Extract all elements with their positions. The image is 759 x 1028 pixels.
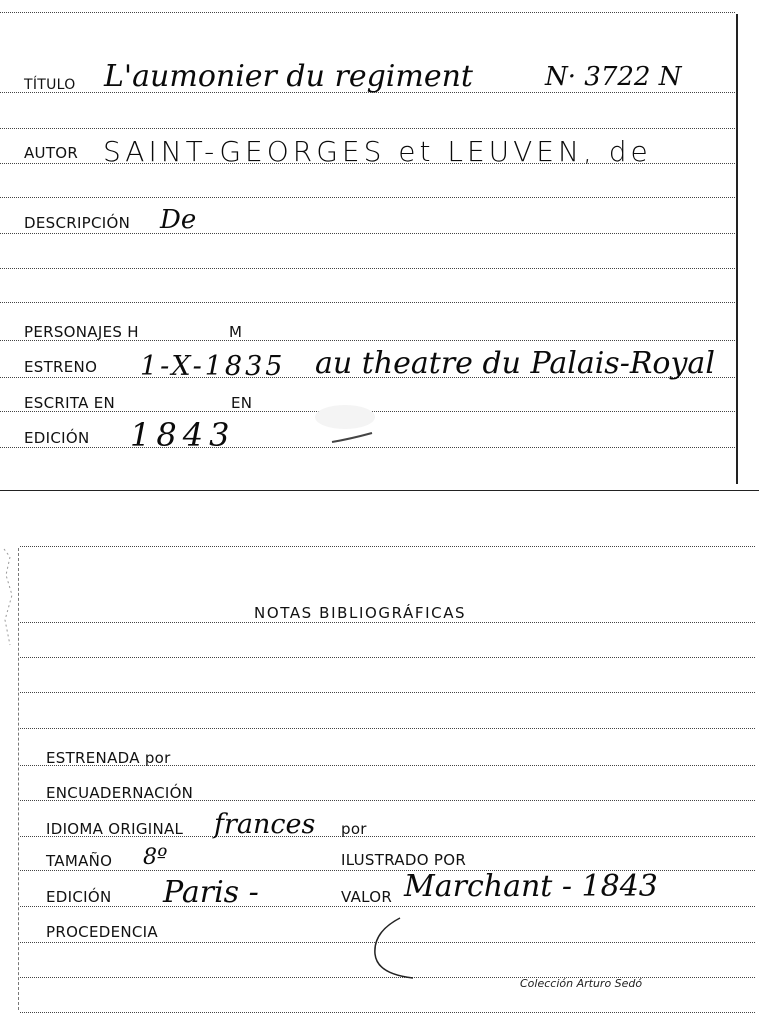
rule-line <box>0 197 735 198</box>
top-card-top-border <box>0 12 735 13</box>
rule-line <box>0 128 735 129</box>
idioma-label: IDIOMA ORIGINAL <box>46 820 184 838</box>
rule-line <box>20 906 755 907</box>
personajes-label: PERSONAJES H <box>24 323 139 341</box>
estreno-date-value: 1-X-1835 <box>140 351 286 382</box>
top-card-right-border <box>736 14 738 484</box>
bottom-card-bottom-border <box>20 1012 755 1013</box>
bottom-card-top-border <box>20 546 755 547</box>
rule-line <box>0 233 735 234</box>
smudge-mark <box>300 395 390 455</box>
autor-value: SAINT-GEORGES et LEUVEN, de <box>103 135 652 168</box>
rule-line <box>20 728 755 729</box>
estreno-place-value: au theatre du Palais-Royal <box>315 346 715 381</box>
rule-line <box>0 302 735 303</box>
encuadernacion-label: ENCUADERNACIÓN <box>46 784 194 802</box>
ilustrado-label: ILUSTRADO POR <box>341 851 467 869</box>
autor-label: AUTOR <box>24 144 79 162</box>
rule-line <box>20 692 755 693</box>
procedencia-label: PROCEDENCIA <box>46 923 158 941</box>
valor-label: VALOR <box>341 888 393 906</box>
tamano-value: 8º <box>143 845 168 870</box>
rule-line <box>20 622 755 623</box>
escrita-en-label: ESCRITA EN <box>24 394 116 412</box>
descripcion-value: De <box>160 205 197 235</box>
titulo-label: TÍTULO <box>24 77 76 93</box>
rule-line <box>20 657 755 658</box>
estrenada-label: ESTRENADA por <box>46 749 171 767</box>
pencil-bracket-mark <box>365 912 425 982</box>
notas-heading: NOTAS BIBLIOGRÁFICAS <box>254 604 467 622</box>
titulo-value: L'aumonier du regiment <box>104 59 473 94</box>
torn-edge-mark <box>0 545 20 665</box>
idioma-por-label: por <box>341 820 367 838</box>
catalog-number-value: N· 3722 N <box>545 62 682 92</box>
edicion-label: EDICIÓN <box>24 429 90 447</box>
estreno-label: ESTRENO <box>24 358 98 376</box>
idioma-value: frances <box>214 809 316 840</box>
edicion-bottom-label: EDICIÓN <box>46 888 112 906</box>
escrita-en-second-label: EN <box>231 394 253 412</box>
descripcion-label: DESCRIPCIÓN <box>24 214 131 232</box>
edicion-value: 1843 <box>130 416 236 454</box>
collection-stamp: Colección Arturo Sedó <box>520 977 643 990</box>
valor-value: Marchant - 1843 <box>404 869 658 904</box>
rule-line <box>0 268 735 269</box>
tamano-label: TAMAÑO <box>46 852 113 870</box>
personajes-m-label: M <box>229 323 243 341</box>
edicion-bottom-value: Paris - <box>163 875 259 910</box>
card-separator-line <box>0 490 759 491</box>
